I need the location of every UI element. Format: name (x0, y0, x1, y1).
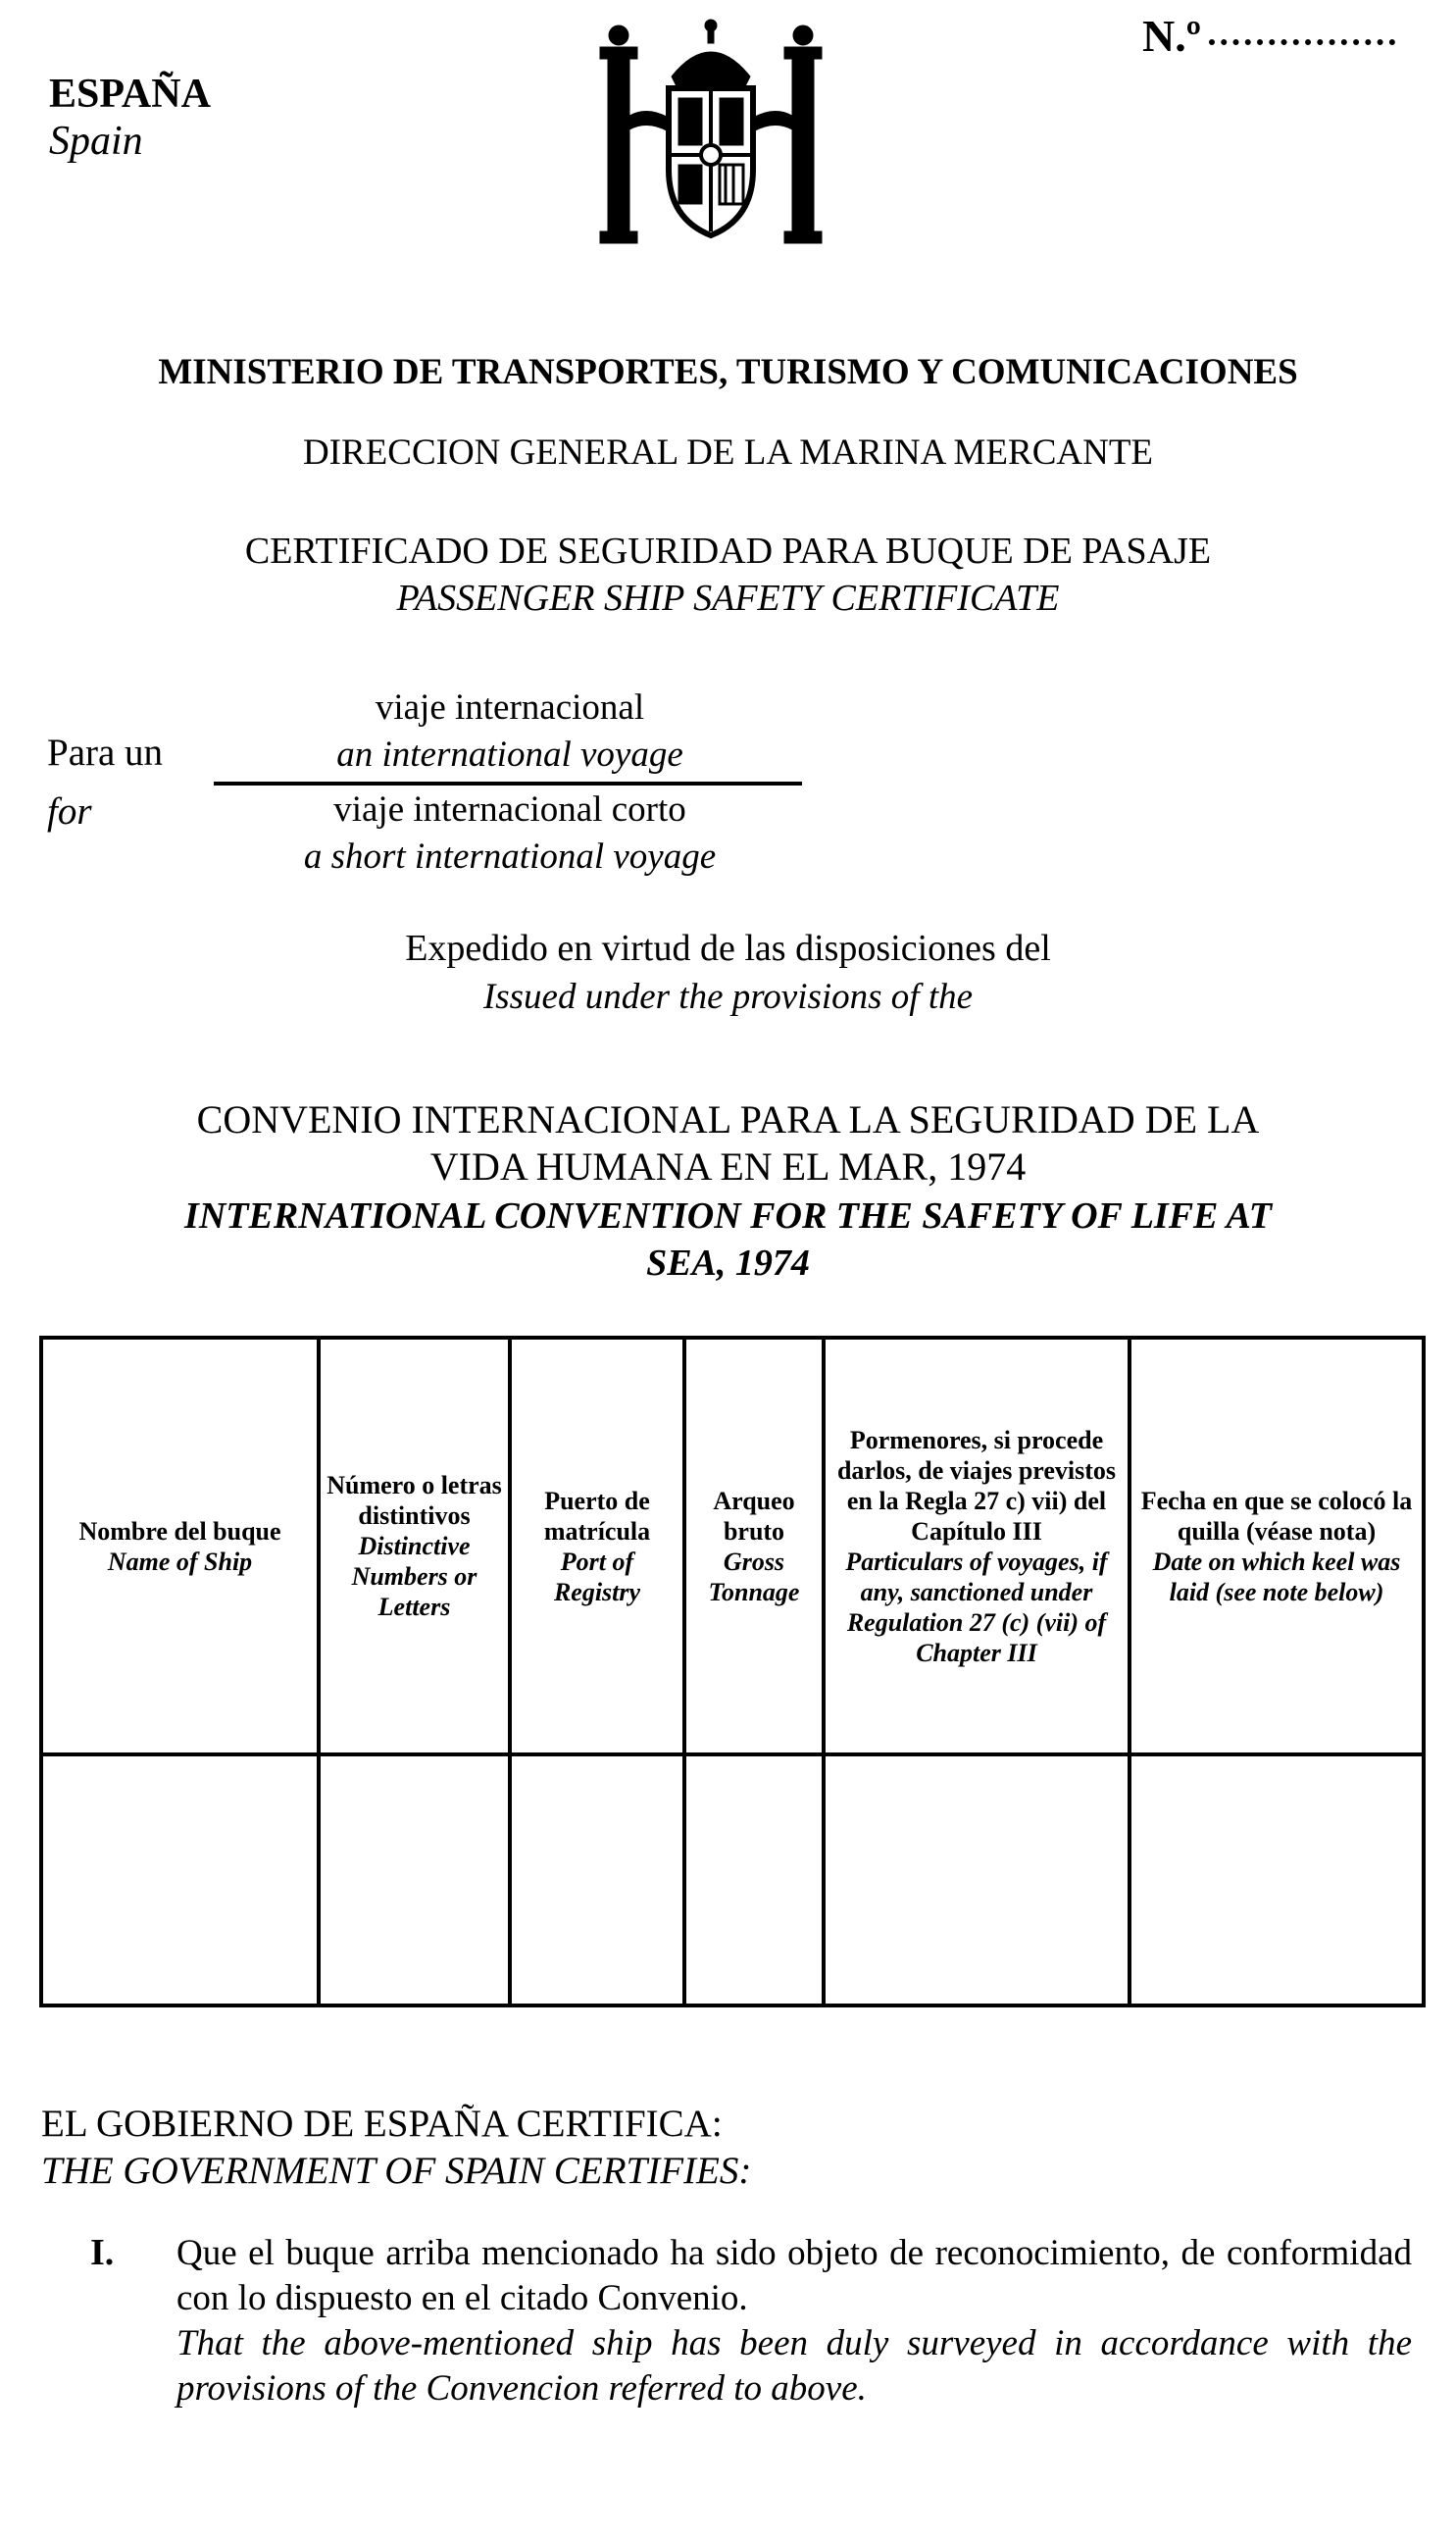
voyage-option2-en: a short international voyage (303, 837, 717, 877)
number-blank (1209, 39, 1395, 45)
voyage-divider (214, 782, 802, 786)
directorate-heading: DIRECCION GENERAL DE LA MARINA MERCANTE (302, 432, 1154, 473)
voyage-option2-es: viaje internacional corto (333, 789, 686, 830)
column-header-voyages: Pormenores, si procede darlos, de viajes previstos en la Regla 27 c) vii) del Capítulo III Particulars of voyages, if any, sanctioned under Regulation 27 (c) (vii) of Chapter III (824, 1338, 1130, 1754)
list-item (176, 2231, 1412, 2411)
convention-es-line1: CONVENIO INTERNACIONAL PARA LA SEGURIDAD DE LA (196, 1097, 1260, 1142)
certificate-number (1142, 10, 1395, 62)
cell-port[interactable] (510, 1754, 684, 2005)
column-header-name: Nombre del buque Name of Ship (41, 1338, 319, 1754)
item-number: I. (90, 2232, 115, 2273)
country-es: ESPAÑA (49, 72, 211, 117)
column-header-keel-date: Fecha en que se colocó la quilla (véase nota) Date on which keel was laid (see note below) (1130, 1338, 1424, 1754)
cell-keel-date[interactable] (1130, 1754, 1424, 2005)
number-label: N.º (1142, 11, 1201, 61)
column-header-port: Puerto de matrícula Port of Registry (510, 1338, 684, 1754)
country-en: Spain (49, 119, 143, 164)
voyage-option1-en: an international voyage (336, 735, 683, 775)
convention-es-line2: VIDA HUMANA EN EL MAR, 1974 (429, 1144, 1027, 1189)
voyage-option1-es: viaje internacional (375, 687, 645, 728)
item-text-es: Que el buque arriba mencionado ha sido objeto de reconocimiento, de conformidad con lo dispuesto en el citado Convenio. (176, 2233, 1412, 2318)
voyage-para-un: Para un (47, 732, 164, 774)
country-block (49, 71, 211, 165)
cell-name[interactable] (41, 1754, 319, 2005)
column-header-tonnage: Arqueo bruto Gross Tonnage (684, 1338, 824, 1754)
certificate-title-es: CERTIFICADO DE SEGURIDAD PARA BUQUE DE PASAJE (244, 531, 1212, 572)
issued-en: Issued under the provisions of the (482, 977, 974, 1017)
cell-tonnage[interactable] (684, 1754, 824, 2005)
issued-es: Expedido en virtud de las disposiciones del (405, 928, 1051, 969)
certificate-title-en: PASSENGER SHIP SAFETY CERTIFICATE (396, 578, 1060, 619)
certifies-en: THE GOVERNMENT OF SPAIN CERTIFIES: (41, 2150, 752, 2192)
certifies-es: EL GOBIERNO DE ESPAÑA CERTIFICA: (41, 2103, 723, 2145)
coat-of-arms-seal (588, 8, 833, 253)
voyage-for: for (47, 790, 92, 833)
certifies-block (41, 2101, 751, 2195)
convention-en-line2: SEA, 1974 (646, 1243, 810, 1284)
ministry-heading: MINISTERIO DE TRANSPORTES, TURISMO Y COMUNICACIONES (158, 352, 1298, 392)
column-header-distinctive: Número o letras distintivos Distinctive Numbers or Letters (319, 1338, 510, 1754)
table-header-row (41, 1338, 1424, 1754)
cell-distinctive[interactable] (319, 1754, 510, 2005)
cell-voyages[interactable] (824, 1754, 1130, 2005)
item-text-en: That the above-mentioned ship has been duly surveyed in accordance with the provisions of the Convencion referred to above. (176, 2323, 1412, 2409)
table-row (41, 1754, 1424, 2005)
ship-particulars-table (39, 1336, 1426, 2007)
convention-en-line1: INTERNATIONAL CONVENTION FOR THE SAFETY OF LIFE AT (184, 1195, 1272, 1237)
